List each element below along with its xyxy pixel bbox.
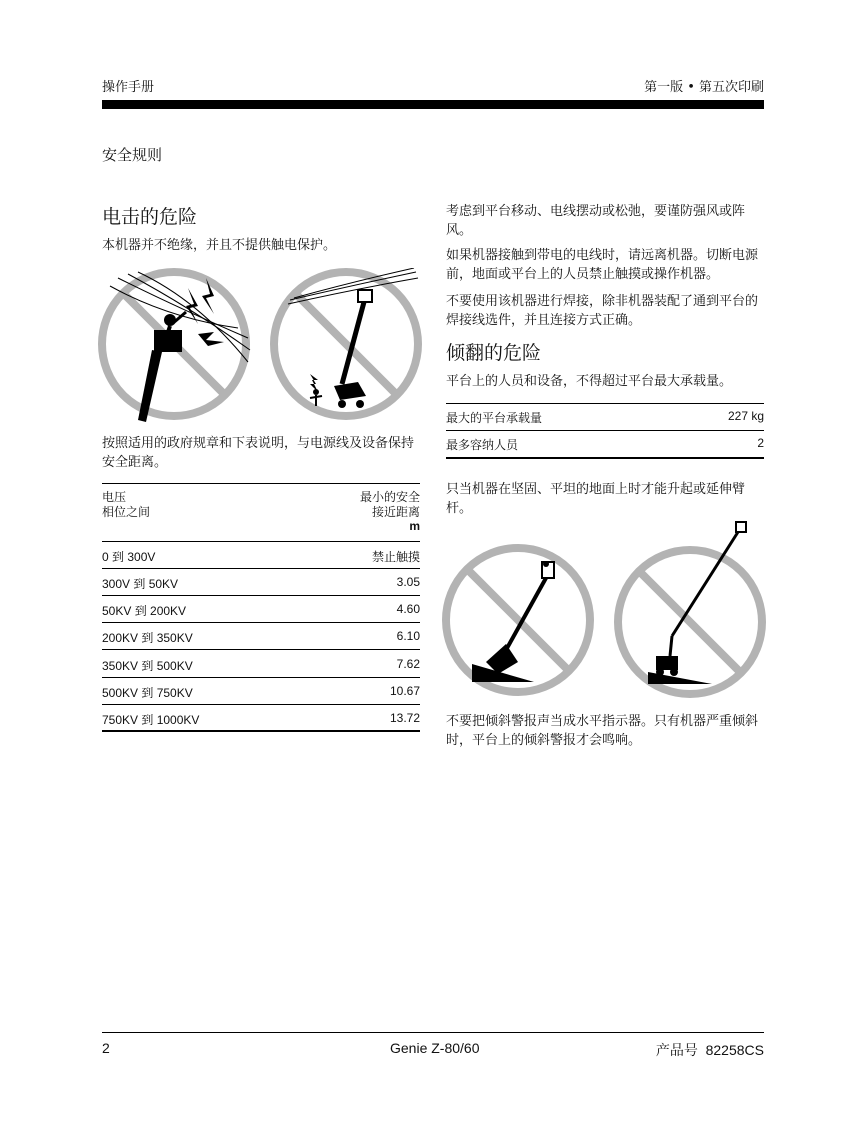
tilt-alarm-note: 不要把倾斜警报声当成水平指示器。只有机器严重倾斜时，平台上的倾斜警报才会鸣响。: [446, 714, 759, 748]
distance-cell: 6.10: [396, 629, 420, 643]
col-voltage-header-2: 相位之间: [102, 505, 151, 519]
prohibited-boom-near-powerline-icon: [270, 268, 426, 424]
col-voltage-header-1: 电压: [102, 490, 127, 504]
capacity-bottom-rule: [446, 457, 764, 459]
voltage-cell: 50KV 到 200KV: [102, 604, 187, 618]
capacity-value: 227 kg: [727, 409, 764, 423]
col-distance-unit: m: [409, 519, 420, 533]
electric-para: 按照适用的政府规章和下表说明，与电源线及设备保持安全距离。: [102, 436, 415, 470]
header-right: 第一版 • 第五次印刷: [644, 80, 764, 95]
contact-warning: 如果机器接触到带电的电线时，请远离机器。切断电源前，地面或平台上的人员禁止触摸或操作机器。: [446, 248, 759, 282]
occupants-value: 2: [757, 436, 764, 450]
table-row: [102, 651, 420, 678]
table-top-rule: [102, 483, 420, 484]
voltage-cell: 300V 到 50KV: [102, 577, 179, 591]
prohibited-raise-on-slope-icon: [442, 544, 598, 700]
section-title: 安全规则: [102, 146, 163, 164]
prohibited-powerline-contact-icon: [98, 268, 254, 424]
voltage-cell: 0 到 300V: [102, 550, 156, 564]
occupants-label: 最多容纳人员: [446, 438, 519, 452]
electric-heading: 电击的危险: [102, 206, 198, 228]
distance-cell: 7.62: [396, 657, 420, 671]
capacity-label: 最大的平台承载量: [446, 411, 543, 425]
voltage-cell: 200KV 到 350KV: [102, 631, 193, 645]
level-ground-warning: 只当机器在坚固、平坦的地面上时才能升起或延伸臂杆。: [446, 482, 746, 516]
page-number: 2: [102, 1040, 110, 1056]
distance-cell: 13.72: [389, 711, 420, 725]
table-row: [102, 705, 420, 732]
tip-intro: 平台上的人员和设备，不得超过平台最大承载量。: [446, 374, 733, 389]
voltage-cell: 750KV 到 1000KV: [102, 713, 200, 727]
table-row: [102, 569, 420, 596]
distance-cell: 3.05: [396, 575, 420, 589]
part-number: 产品号 82258CS: [655, 1042, 764, 1058]
col-distance-header-1: 最小的安全: [359, 490, 420, 504]
tip-heading: 倾翻的危险: [446, 342, 542, 364]
prohibited-extend-on-slope-icon: [614, 520, 770, 700]
capacity-row-rule: [446, 430, 764, 431]
voltage-cell: 500KV 到 750KV: [102, 686, 193, 700]
distance-cell: 4.60: [396, 602, 420, 616]
model-name: Genie Z-80/60: [390, 1040, 480, 1056]
footer-rule: [102, 1032, 764, 1033]
table-row: [102, 678, 420, 705]
welding-warning: 不要使用该机器进行焊接，除非机器装配了通到平台的焊接线选件，并且连接方式正确。: [446, 294, 759, 328]
distance-cell: 禁止触摸: [371, 550, 420, 564]
col-distance-header-2: 接近距离: [371, 505, 420, 519]
header-rule: [102, 100, 764, 109]
wind-warning: 考虑到平台移动、电线摆动或松弛，要谨防强风或阵风。: [446, 204, 746, 238]
capacity-top-rule: [446, 403, 764, 404]
distance-cell: 10.67: [389, 684, 420, 698]
header-left: 操作手册: [102, 80, 155, 95]
table-row: [102, 542, 420, 569]
voltage-cell: 350KV 到 500KV: [102, 659, 193, 673]
electric-intro: 本机器并不绝缘，并且不提供触电保护。: [102, 238, 337, 253]
table-row: [102, 623, 420, 650]
table-row: [102, 596, 420, 623]
